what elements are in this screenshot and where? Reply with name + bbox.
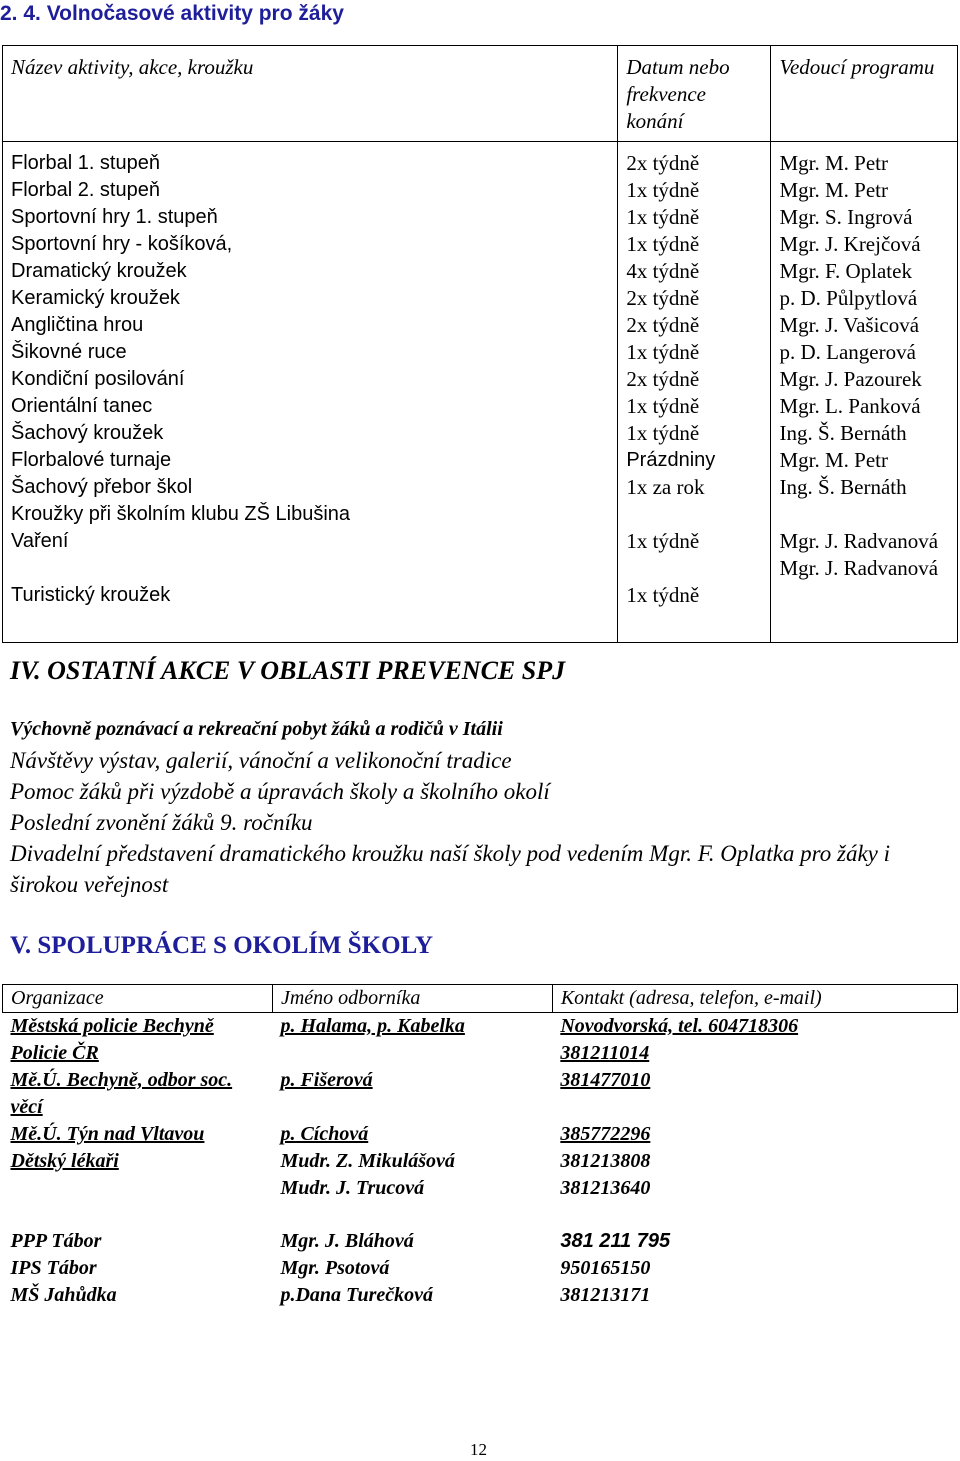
activity-name: Angličtina hrou: [11, 314, 144, 336]
contact: 381213171: [560, 1284, 651, 1306]
activity-lead: p. D. Půlpytlová: [779, 286, 918, 310]
activity-name: Keramický kroužek: [11, 287, 180, 309]
activity-freq-cell: [618, 142, 771, 643]
expert: Mudr. J. Trucová: [280, 1177, 425, 1199]
contact: 381477010: [560, 1069, 651, 1091]
activity-name: Sportovní hry - košíková,: [11, 233, 233, 255]
activity-lead: Mgr. F. Oplatek: [779, 259, 912, 283]
activity-lead-cell: [771, 142, 958, 643]
activity-spacer: [11, 609, 609, 636]
header-expert: Jméno odborníka: [272, 985, 552, 1013]
expert: Mudr. Z. Mikulášová: [280, 1150, 455, 1172]
contact: 381211014: [560, 1042, 650, 1064]
cooperation-header-row: [3, 985, 958, 1013]
expert: Mgr. J. Bláhová: [280, 1230, 414, 1252]
cooperation-row: [3, 1255, 958, 1282]
prevention-list: [10, 715, 955, 900]
activity-lead: Mgr. M. Petr: [779, 151, 888, 175]
activity-lead: Mgr. M. Petr: [779, 448, 888, 472]
activity-name: Kondiční posilování: [11, 368, 185, 390]
activity-freq: 1x týdně: [626, 232, 700, 256]
contact: 381213640: [560, 1177, 651, 1199]
cooperation-spacer-row: [3, 1202, 958, 1228]
activity-lead: Mgr. L. Panková: [779, 394, 921, 418]
activity-name: Orientální tanec: [11, 395, 153, 417]
activity-lead: Mgr. S. Ingrová: [779, 205, 913, 229]
activity-lead: Mgr. J. Pazourek: [779, 367, 922, 391]
org: Policie ČR: [10, 1042, 99, 1064]
activity-name: Šikovné ruce: [11, 341, 127, 363]
org: IPS Tábor: [10, 1257, 97, 1279]
activity-freq: 1x za rok: [626, 475, 705, 499]
cooperation-heading: V. SPOLUPRÁCE S OKOLÍM ŠKOLY: [10, 932, 434, 959]
activity-freq: 4x týdně: [626, 259, 700, 283]
activities-header-row: [3, 46, 958, 142]
cooperation-row: [3, 1175, 958, 1202]
activity-lead: Ing. Š. Bernáth: [779, 421, 907, 445]
activity-spacer: [11, 555, 609, 582]
prevention-item: Poslední zvonění žáků 9. ročníku: [10, 810, 313, 835]
header-org: Organizace: [3, 985, 273, 1013]
cooperation-row: [3, 1040, 958, 1067]
activity-freq: 2x týdně: [626, 313, 700, 337]
org: [3, 1175, 273, 1202]
expert: p. Halama, p. Kabelka: [280, 1015, 465, 1037]
activity-freq: 1x týdně: [626, 529, 700, 553]
activity-freq: 1x týdně: [626, 394, 700, 418]
expert: p. Fišerová: [280, 1069, 373, 1091]
header-lead: [771, 46, 958, 142]
activity-freq: 1x týdně: [626, 421, 700, 445]
activity-lead: p. D. Langerová: [779, 340, 916, 364]
header-lead-text: Vedoucí programu: [779, 55, 935, 79]
header-name: [3, 46, 618, 142]
cooperation-table: [2, 984, 958, 1309]
contact: 381213808: [560, 1150, 651, 1172]
org: Dětský lékaři: [10, 1150, 119, 1172]
activity-names-cell: [3, 142, 618, 643]
activity-name: Kroužky při školním klubu ZŠ Libušina: [11, 503, 351, 525]
activity-freq: 1x týdně: [626, 583, 700, 607]
cooperation-row: [3, 1067, 958, 1121]
header-name-text: Název aktivity, akce, kroužku: [11, 55, 254, 79]
expert: Mgr. Psotová: [280, 1257, 390, 1279]
activity-name: Florbal 2. stupeň: [11, 179, 160, 201]
contact: Novodvorská, tel. 604718306: [560, 1015, 799, 1037]
section-title: 2. 4. Volnočasové aktivity pro žáky: [0, 2, 344, 25]
page-number: 12: [470, 1440, 487, 1459]
prevention-item: Výchovně poznávací a rekreační pobyt žáků a rodičů v Itálii: [10, 718, 503, 740]
activity-lead: Mgr. M. Petr: [779, 178, 888, 202]
activity-name: Turistický kroužek: [11, 584, 171, 606]
activities-body-row: [3, 142, 958, 643]
prevention-item: Pomoc žáků při výzdobě a úpravách školy a školního okolí: [10, 779, 550, 804]
activity-lead: Mgr. J. Vašicová: [779, 313, 920, 337]
cooperation-row: [3, 1148, 958, 1175]
activity-freq: 1x týdně: [626, 340, 700, 364]
activity-lead: Ing. Š. Bernáth: [779, 475, 907, 499]
cooperation-row: [3, 1121, 958, 1148]
activity-name: Florbal 1. stupeň: [11, 152, 160, 174]
activity-name: Šachový kroužek: [11, 422, 164, 444]
activity-freq: 2x týdně: [626, 151, 700, 175]
contact: 381 211 795: [560, 1230, 671, 1252]
prevention-heading: IV. OSTATNÍ AKCE V OBLASTI PREVENCE SPJ: [10, 656, 566, 685]
org: Městská policie Bechyně: [10, 1015, 214, 1037]
cooperation-row: [3, 1228, 958, 1255]
activity-name: Dramatický kroužek: [11, 260, 187, 282]
contact: 385772296: [560, 1123, 651, 1145]
org: Mě.Ú. Bechyně, odbor soc. věcí: [10, 1069, 233, 1118]
cooperation-row: [3, 1282, 958, 1309]
activity-freq: Prázdniny: [626, 449, 716, 471]
activity-freq: 2x týdně: [626, 286, 700, 310]
activity-name: Florbalové turnaje: [11, 449, 172, 471]
header-freq: [618, 46, 771, 142]
activity-lead: [779, 501, 949, 528]
activity-name: Šachový přebor škol: [11, 476, 193, 498]
activity-freq: 2x týdně: [626, 367, 700, 391]
activity-spacer: [626, 555, 762, 582]
activity-spacer: [626, 609, 762, 636]
activity-freq: 1x týdně: [626, 205, 700, 229]
expert: p. Cíchová: [280, 1123, 369, 1145]
header-contact: Kontakt (adresa, telefon, e-mail): [552, 985, 957, 1013]
contact: 950165150: [560, 1257, 651, 1279]
expert: [272, 1040, 552, 1067]
expert: p.Dana Turečková: [280, 1284, 434, 1306]
header-freq-text: Datum nebo frekvence konání: [626, 55, 730, 133]
org: Mě.Ú. Týn nad Vltavou: [10, 1123, 205, 1145]
activity-freq: [626, 501, 762, 528]
activity-lead: Mgr. J. Krejčová: [779, 232, 921, 256]
activity-freq: 1x týdně: [626, 178, 700, 202]
activity-lead: Mgr. J. Radvanová: [779, 529, 939, 553]
prevention-item: Návštěvy výstav, galerií, vánoční a velikonoční tradice: [10, 748, 512, 773]
org: MŠ Jahůdka: [10, 1284, 117, 1306]
cooperation-row: [3, 1013, 958, 1041]
org: PPP Tábor: [10, 1230, 102, 1252]
activities-table: [2, 45, 958, 643]
activity-name: Sportovní hry 1. stupeň: [11, 206, 218, 228]
activity-lead: Mgr. J. Radvanová: [779, 556, 939, 580]
prevention-item: Divadelní představení dramatického kroužku naší školy pod vedením Mgr. F. Oplatka pro žáky i širokou veřejnost: [10, 841, 891, 897]
activity-name: Vaření: [11, 530, 69, 552]
